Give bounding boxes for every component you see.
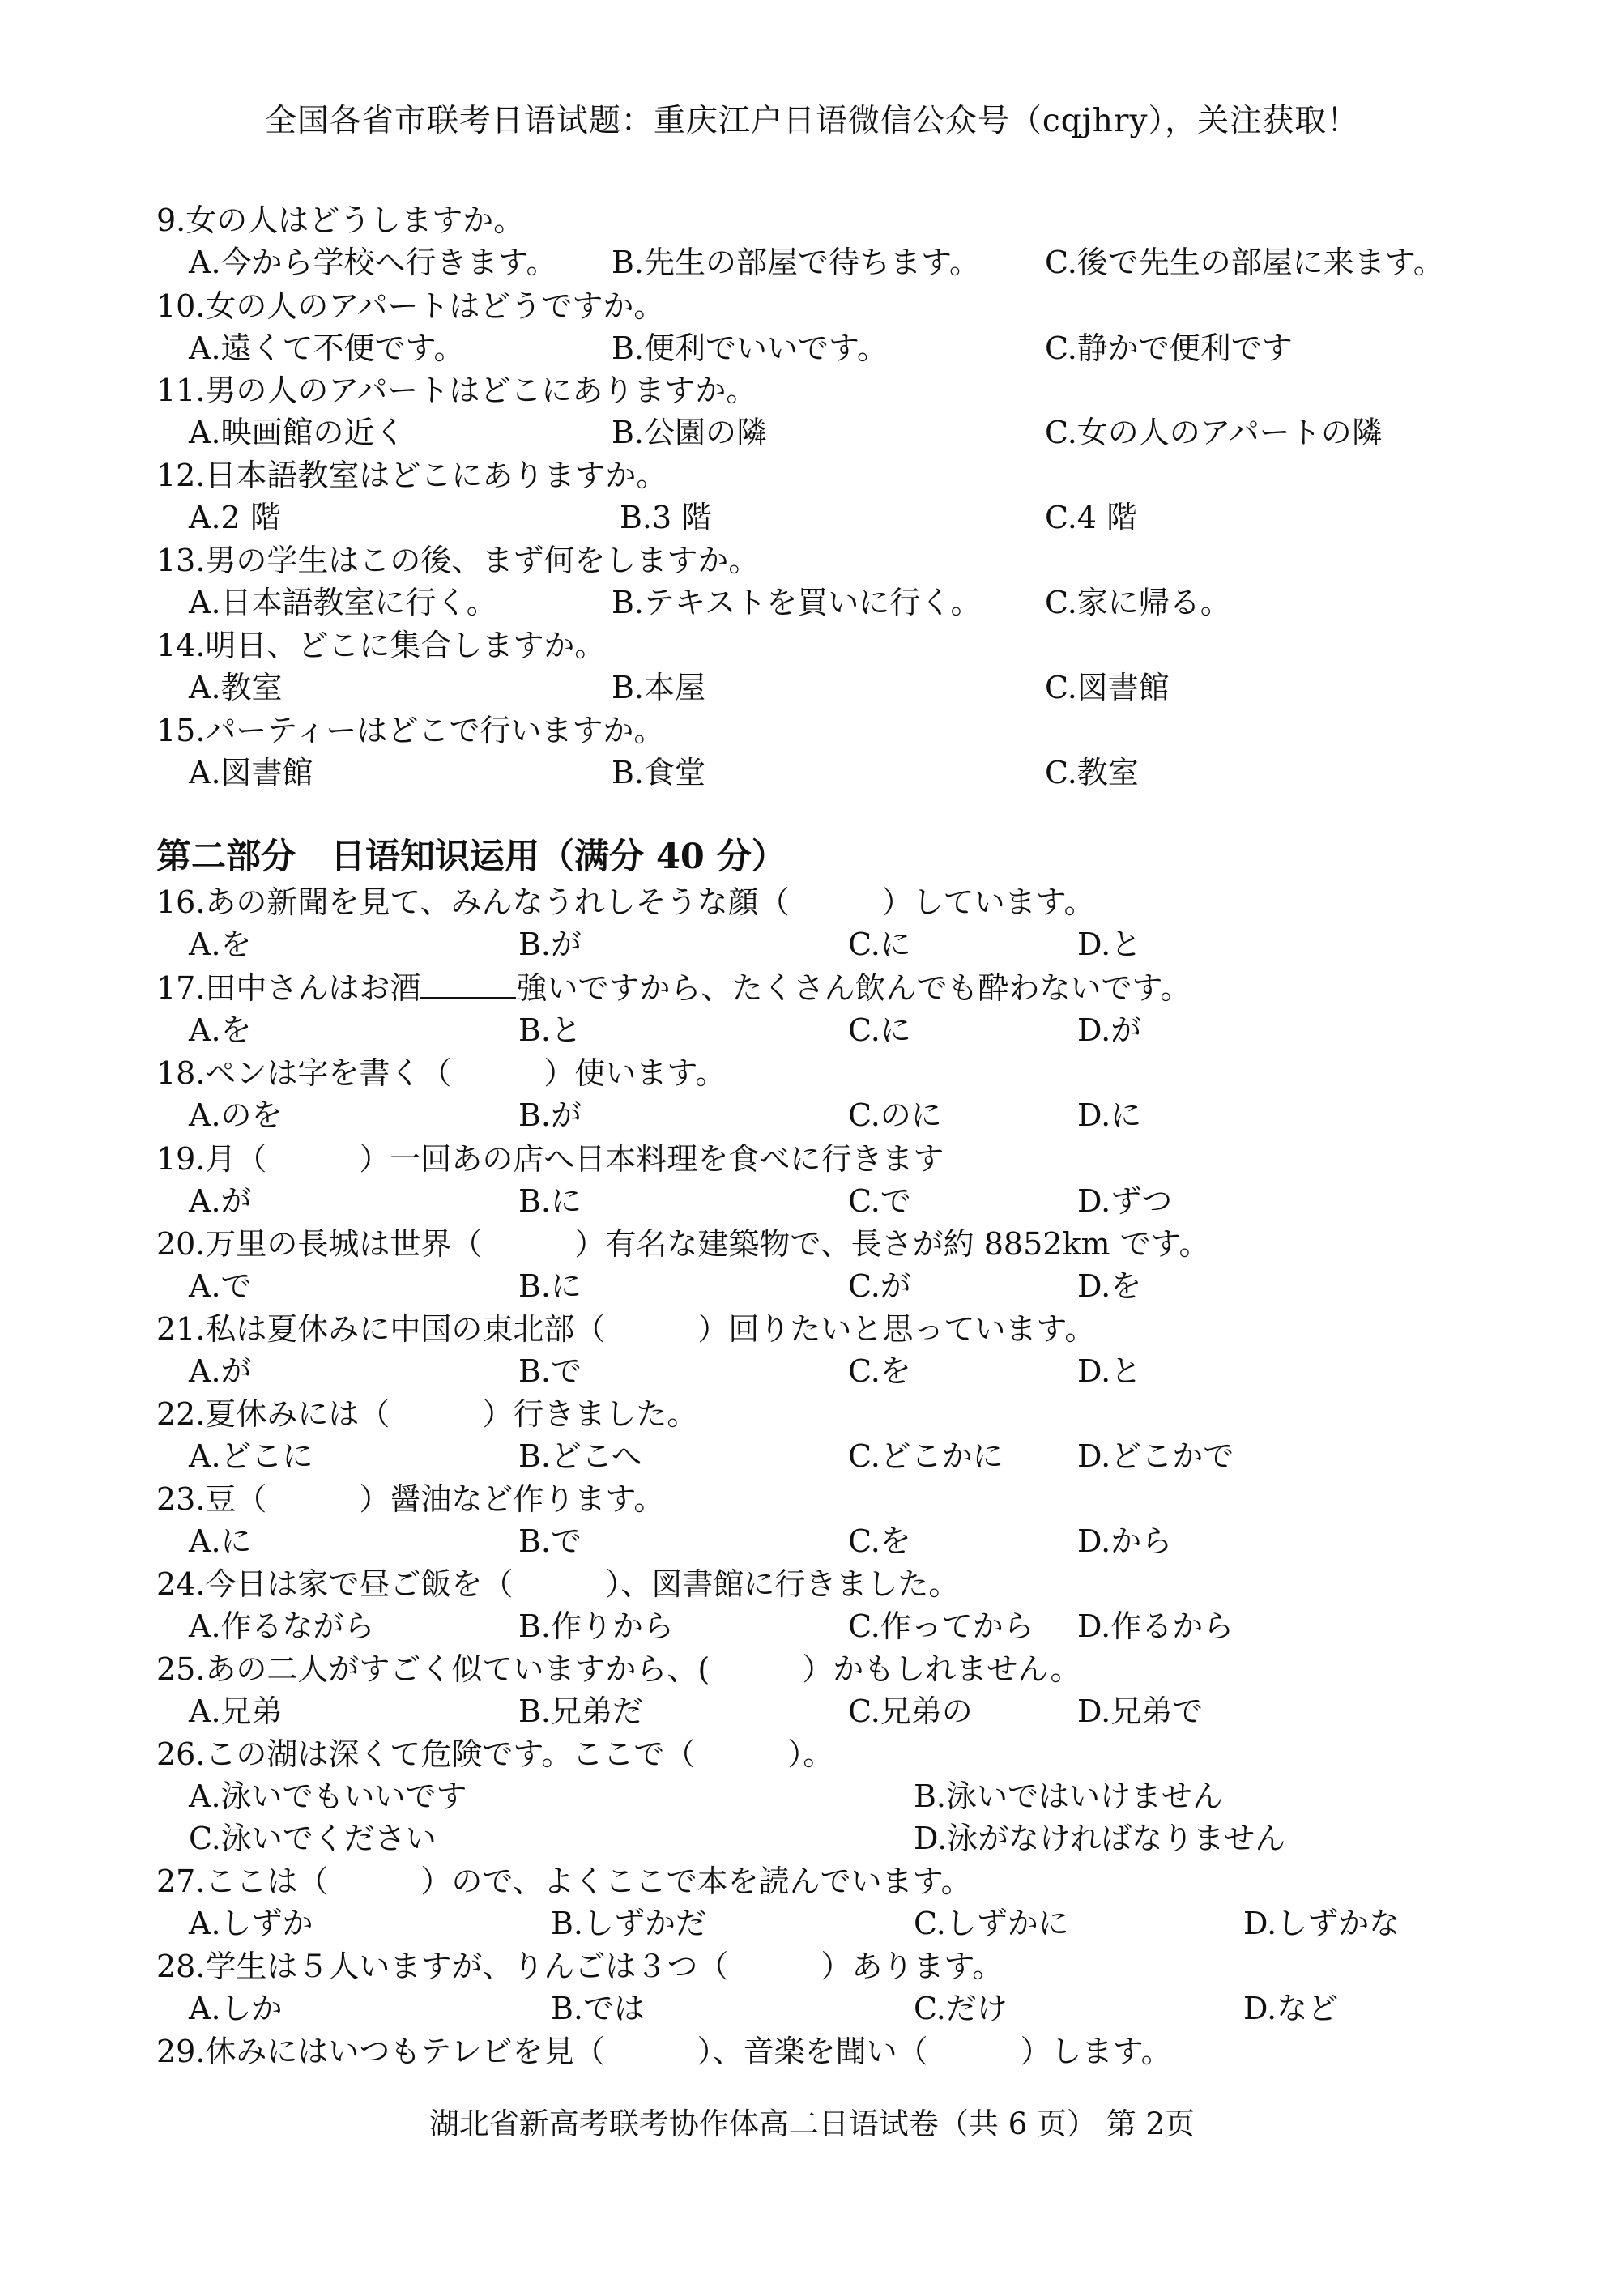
option-a: A.を [189, 926, 252, 962]
question-18: 18.ペンは字を書く（ ）使います。 [156, 1055, 727, 1091]
question-19: 19.月（ ）一回あの店へ日本料理を食べに行きます [156, 1141, 944, 1177]
question-13: 13.男の学生はこの後、まず何をしますか。 [156, 543, 760, 578]
option-a: A.で [189, 1268, 252, 1304]
option-b: B.に [518, 1268, 582, 1304]
option-c: C.図書館 [1045, 670, 1170, 705]
option-b: B.便利でいいです。 [612, 330, 888, 366]
question-15: 15.パーティーはどこで行いますか。 [156, 713, 665, 748]
question-12: 12.日本語教室はどこにありますか。 [156, 458, 667, 493]
question-26: 26.この湖は深くて危険です。ここで（ ）。 [156, 1736, 834, 1772]
option-a: A.遠くて不便です。 [189, 330, 465, 366]
option-b: B.で [518, 1523, 582, 1559]
option-d: D.を [1077, 1268, 1142, 1304]
question-28: 28.学生は５人いますが、りんごは３つ（ ）あります。 [156, 1949, 1004, 1984]
option-c: C.後で先生の部屋に来ます。 [1045, 245, 1444, 280]
option-b: B.3 階 [620, 500, 713, 535]
option-a: A.どこに [189, 1438, 313, 1474]
option-c: C.のに [848, 1097, 942, 1133]
option-b: B.食堂 [612, 755, 706, 790]
option-a: A.映画館の近く [189, 415, 406, 450]
option-c: C.どこかに [848, 1438, 1004, 1474]
option-c: C.4 階 [1045, 500, 1138, 535]
option-b: B.では [551, 1991, 646, 2026]
option-a: A.が [189, 1183, 252, 1219]
option-d: D.など [1243, 1991, 1339, 2026]
option-a: A.泳いでもいいです [189, 1778, 467, 1814]
option-d: D.が [1077, 1012, 1142, 1048]
option-d: D.しずかな [1243, 1906, 1400, 1941]
question-20: 20.万里の長城は世界（ ）有名な建築物で、長さが約 8852km です。 [156, 1226, 1210, 1262]
question-9: 9.女の人はどうしますか。 [156, 202, 525, 238]
option-b: B.兄弟だ [518, 1693, 644, 1729]
question-11: 11.男の人のアパートはどこにありますか。 [156, 373, 757, 408]
question-29: 29.休みにはいつもテレビを見（ ）、音楽を聞い（ ）します。 [156, 2034, 1172, 2069]
question-17 [156, 969, 1191, 1007]
question-16: 16.あの新聞を見て、みんなうれしそうな顔（ ）しています。 [156, 884, 1095, 920]
option-a: A.今から学校へ行きます。 [189, 245, 557, 280]
question-14: 14.明日、どこに集合しますか。 [156, 628, 606, 663]
option-b: B.どこへ [518, 1438, 642, 1474]
option-a: A.しずか [189, 1906, 313, 1941]
question-17-text-after: 強いですから、たくさん飲んでも酔わないです。 [516, 970, 1191, 1006]
option-a: A.に [189, 1523, 252, 1559]
option-d: D.から [1077, 1523, 1173, 1559]
question-27: 27.ここは（ ）ので、よくここで本を読んでいます。 [156, 1864, 972, 1899]
option-b: B.に [518, 1183, 582, 1219]
option-d: D.泳がなければなりません [914, 1821, 1286, 1856]
option-d: D.兄弟で [1077, 1693, 1204, 1729]
option-a: A.兄弟 [189, 1693, 283, 1729]
option-d: D.と [1077, 926, 1142, 962]
option-a: A.のを [189, 1097, 283, 1133]
header-note: 全国各省市联考日语试题：重庆江户日语微信公众号（cqjhry），关注获取！ [264, 103, 1360, 139]
option-a: A.作るながら [189, 1608, 375, 1644]
option-b: B.が [518, 1097, 582, 1133]
option-c: C.で [848, 1183, 911, 1219]
option-a: A.2 階 [189, 500, 281, 535]
option-a: A.が [189, 1353, 252, 1389]
option-b: B.しずかだ [551, 1906, 707, 1941]
option-d: D.ずつ [1077, 1183, 1173, 1219]
question-17-text-before: 17.田中さんはお酒 [156, 970, 421, 1006]
option-b: B.先生の部屋で待ちます。 [612, 245, 980, 280]
question-24: 24.今日は家で昼ご飯を（ ）、図書館に行きました。 [156, 1566, 960, 1602]
option-b: B.テキストを買いに行く。 [612, 585, 982, 620]
footer-note: 湖北省新高考联考协作体高二日语试卷（共 6 页） 第 2页 [428, 2106, 1196, 2141]
option-d: D.と [1077, 1353, 1142, 1389]
option-c: C.女の人のアパートの隣 [1045, 415, 1383, 450]
option-c: C.教室 [1045, 755, 1139, 790]
question-25: 25.あの二人がすごく似ていますから、( ）かもしれません。 [156, 1651, 1081, 1687]
option-b: B.と [518, 1012, 582, 1048]
question-10: 10.女の人のアパートはどうですか。 [156, 288, 665, 324]
option-c: C.に [848, 926, 911, 962]
option-b: B.公園の隣 [612, 415, 768, 450]
option-c: C.泳いでください [189, 1821, 437, 1856]
question-23: 23.豆（ ）醤油など作ります。 [156, 1481, 665, 1517]
question-22: 22.夏休みには（ ）行きました。 [156, 1396, 698, 1432]
option-a: A.しか [189, 1991, 283, 2026]
option-b: B.泳いではいけません [914, 1778, 1224, 1814]
option-c: C.を [848, 1523, 911, 1559]
option-c: C.を [848, 1353, 911, 1389]
option-c: C.静かで便利です [1045, 330, 1293, 366]
option-c: C.作ってから [848, 1608, 1034, 1644]
option-c: C.家に帰る。 [1045, 585, 1231, 620]
option-c: C.兄弟の [848, 1693, 973, 1729]
option-d: D.どこかで [1077, 1438, 1234, 1474]
option-a: A.図書館 [189, 755, 313, 790]
option-a: A.日本語教室に行く。 [189, 585, 497, 620]
option-d: D.に [1077, 1097, 1142, 1133]
option-b: B.本屋 [612, 670, 706, 705]
option-b: B.が [518, 926, 582, 962]
option-c: C.に [848, 1012, 911, 1048]
option-c: C.が [848, 1268, 911, 1304]
section-title: 第二部分 日语知识运用（满分 40 分） [156, 837, 786, 877]
answer-blank-line [420, 969, 516, 999]
option-c: C.だけ [914, 1991, 1008, 2026]
option-d: D.作るから [1077, 1608, 1234, 1644]
option-b: B.で [518, 1353, 582, 1389]
question-21: 21.私は夏休みに中国の東北部（ ）回りたいと思っています。 [156, 1311, 1096, 1347]
option-c: C.しずかに [914, 1906, 1069, 1941]
option-b: B.作りから [518, 1608, 675, 1644]
option-a: A.を [189, 1012, 252, 1048]
option-a: A.教室 [189, 670, 283, 705]
